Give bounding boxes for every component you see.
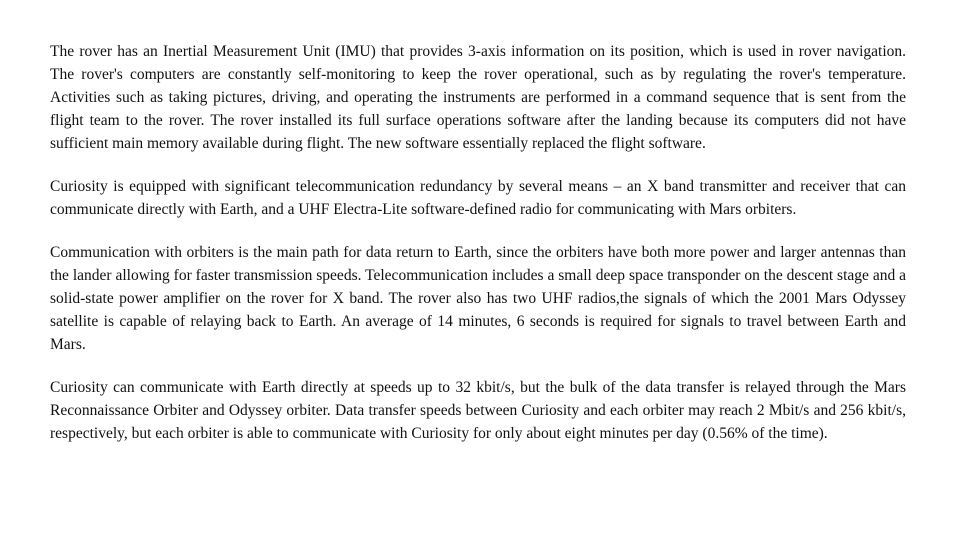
paragraph-data-rates: Curiosity can communicate with Earth directly at speeds up to 32 kbit/s, but the bulk of the data transfer is relayed through the Mars Reconnaissance Orbiter and Odyssey orbiter. Data transfer speeds between Curiosity and each orbiter may reach 2 Mbit/s and 256 kbit/s, respectively, but each orbiter is able to communicate with Curiosity for only about eight minutes per day (0.56% of the time). bbox=[50, 379, 906, 442]
paragraph-orbiter-communication: Communication with orbiters is the main path for data return to Earth, since the orbiters have both more power and larger antennas than the lander allowing for faster transmission speeds. Telecommunication includes a small deep space transponder on the descent stage and a solid-state power amplifier on the rover for X band. The rover also has two UHF radios,the signals of which the 2001 Mars Odyssey satellite is capable of relaying back to Earth. An average of 14 minutes, 6 seconds is required for signals to travel between Earth and Mars. bbox=[50, 244, 906, 353]
paragraph-telecom-redundancy: Curiosity is equipped with significant telecommunication redundancy by several means – an X band transmitter and receiver that can communicate directly with Earth, and a UHF Electra-Lite software-defined radio for communicating with Mars orbiters. bbox=[50, 178, 906, 218]
document-body bbox=[50, 40, 906, 465]
paragraph-imu-software: The rover has an Inertial Measurement Unit (IMU) that provides 3-axis information on its position, which is used in rover navigation. The rover's computers are constantly self-monitoring to keep the rover operational, such as by regulating the rover's temperature. Activities such as taking pictures, driving, and operating the instruments are performed in a command sequence that is sent from the flight team to the rover. The rover installed its full surface operations software after the landing because its computers did not have sufficient main memory available during flight. The new software essentially replaced the flight software. bbox=[50, 43, 906, 152]
